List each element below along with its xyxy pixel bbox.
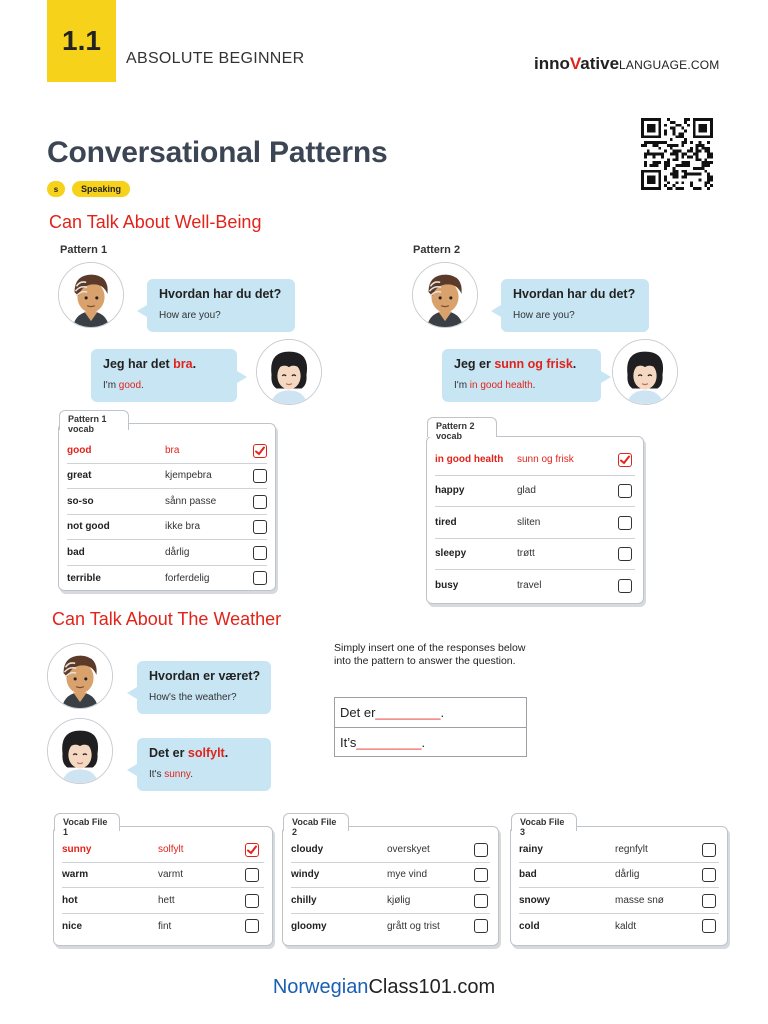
vocab-norwegian: fint bbox=[158, 920, 172, 932]
avatar-boy bbox=[47, 643, 113, 709]
vocab-file-2 bbox=[282, 817, 499, 946]
vocab-row[interactable] bbox=[62, 837, 264, 863]
vocab-english: happy bbox=[435, 485, 465, 497]
vocab-english: bad bbox=[67, 546, 85, 558]
question-translation: How are you? bbox=[513, 310, 575, 321]
vocab-english: snowy bbox=[519, 894, 551, 906]
vocab-row[interactable] bbox=[435, 444, 635, 476]
vocab-row[interactable] bbox=[519, 863, 719, 889]
girl-face-icon bbox=[613, 340, 677, 404]
vocab-norwegian: masse snø bbox=[615, 894, 664, 906]
checkbox[interactable] bbox=[618, 453, 632, 467]
avatar-girl bbox=[612, 339, 678, 405]
fill-blank[interactable]: _________ bbox=[356, 734, 422, 750]
vocab-norwegian: varmt bbox=[158, 869, 183, 881]
answer-translation-pre: It's bbox=[149, 769, 165, 780]
vocab-english: windy bbox=[291, 869, 320, 881]
vocab-english: tired bbox=[435, 516, 457, 528]
answer-pre: Det er bbox=[149, 746, 188, 760]
question-text: Hvordan har du det? bbox=[513, 287, 636, 301]
answer-post: . bbox=[572, 357, 577, 371]
checkbox[interactable] bbox=[702, 919, 716, 933]
checkbox[interactable] bbox=[245, 919, 259, 933]
answer-pre: Jeg har det bbox=[103, 357, 174, 371]
skill-badge: s bbox=[47, 181, 65, 197]
vocab-norwegian: dårlig bbox=[615, 869, 640, 881]
fill-pre: It’s bbox=[340, 734, 357, 750]
page-title: Conversational Patterns bbox=[47, 136, 388, 169]
vocab-english: rainy bbox=[519, 843, 543, 855]
question-text: Hvordan er været? bbox=[149, 669, 261, 683]
vocab-norwegian: hett bbox=[158, 894, 175, 906]
brand-v: V bbox=[569, 54, 581, 73]
vocab-row[interactable] bbox=[67, 566, 267, 592]
answer-post: . bbox=[224, 746, 229, 760]
vocab-row[interactable] bbox=[291, 837, 490, 863]
checkbox[interactable] bbox=[702, 894, 716, 908]
boy-face-icon bbox=[48, 644, 112, 708]
vocab-row[interactable] bbox=[519, 914, 719, 940]
answer-translation-highlight: sunny bbox=[164, 769, 191, 780]
vocab-row[interactable] bbox=[435, 476, 635, 508]
fill-row-english[interactable] bbox=[335, 727, 526, 756]
checkbox[interactable] bbox=[253, 444, 267, 458]
checkmark-icon bbox=[619, 454, 631, 466]
checkbox[interactable] bbox=[253, 495, 267, 509]
avatar-boy bbox=[412, 262, 478, 328]
vocab-norwegian: sånn passe bbox=[165, 495, 217, 507]
vocab-row[interactable] bbox=[62, 914, 264, 940]
answer-bubble-p1 bbox=[91, 349, 237, 402]
vocab-card-subtitle: vocab bbox=[68, 424, 95, 435]
answer-bubble-p2 bbox=[442, 349, 601, 402]
fill-post: . bbox=[440, 705, 445, 720]
vocab-norwegian: dårlig bbox=[165, 546, 190, 558]
question-text: Hvordan har du det? bbox=[159, 287, 282, 301]
instruction-text: Simply insert one of the responses below into the pattern to answer the question. bbox=[334, 642, 526, 668]
question-bubble-p2 bbox=[501, 279, 649, 332]
vocab-row[interactable] bbox=[67, 464, 267, 490]
vocab-file-tab bbox=[511, 813, 577, 838]
question-bubble-weather bbox=[137, 661, 271, 714]
question-bubble-p1 bbox=[147, 279, 295, 332]
checkbox[interactable] bbox=[253, 546, 267, 560]
checkbox[interactable] bbox=[245, 894, 259, 908]
answer-translation-highlight: in good health bbox=[469, 380, 533, 391]
vocab-file-tab bbox=[283, 813, 349, 838]
checkbox[interactable] bbox=[474, 894, 488, 908]
vocab-row[interactable] bbox=[67, 515, 267, 541]
girl-face-icon bbox=[257, 340, 321, 404]
checkbox[interactable] bbox=[474, 919, 488, 933]
section-title-wellbeing: Can Talk About Well-Being bbox=[49, 212, 262, 232]
vocab-english: terrible bbox=[67, 572, 101, 584]
avatar-girl bbox=[47, 718, 113, 784]
question-translation: How's the weather? bbox=[149, 692, 237, 703]
answer-bubble-weather bbox=[137, 738, 271, 791]
footer-site-link[interactable] bbox=[0, 976, 768, 999]
answer-highlight: solfylt bbox=[187, 746, 225, 760]
vocab-english: not good bbox=[67, 521, 110, 533]
vocab-english: busy bbox=[435, 580, 459, 592]
vocab-english: sunny bbox=[62, 843, 92, 855]
lesson-number: 1.1 bbox=[62, 25, 101, 56]
qr-code-icon[interactable] bbox=[641, 118, 713, 190]
vocab-row[interactable] bbox=[291, 888, 490, 914]
vocab-english: in good health bbox=[435, 453, 504, 465]
fill-post: . bbox=[421, 734, 426, 750]
checkbox[interactable] bbox=[618, 484, 632, 498]
vocab-row[interactable] bbox=[67, 540, 267, 566]
footer-lang: Norwegian bbox=[272, 976, 369, 998]
checkbox[interactable] bbox=[474, 868, 488, 882]
fill-in-table bbox=[334, 697, 527, 757]
vocab-row[interactable] bbox=[67, 438, 267, 464]
vocab-row[interactable] bbox=[62, 863, 264, 889]
vocab-english: so-so bbox=[67, 495, 94, 507]
vocab-file-1 bbox=[53, 817, 273, 946]
checkbox[interactable] bbox=[618, 579, 632, 593]
pattern-2-label: Pattern 2 bbox=[413, 244, 461, 256]
vocab-english: cloudy bbox=[291, 843, 324, 855]
answer-translation-post: . bbox=[532, 380, 536, 391]
vocab-norwegian: solfylt bbox=[158, 843, 184, 855]
section-title-weather: Can Talk About The Weather bbox=[52, 609, 282, 629]
vocab-norwegian: sunn og frisk bbox=[517, 453, 574, 465]
question-translation: How are you? bbox=[159, 310, 221, 321]
vocab-english: chilly bbox=[291, 894, 317, 906]
checkmark-icon bbox=[254, 445, 266, 457]
vocab-norwegian: kjempebra bbox=[165, 470, 212, 482]
vocab-file-tab bbox=[54, 813, 120, 838]
level-label: ABSOLUTE BEGINNER bbox=[126, 50, 305, 67]
vocab-row[interactable] bbox=[519, 837, 719, 863]
vocab-norwegian: forferdelig bbox=[165, 572, 210, 584]
vocab-norwegian: regnfylt bbox=[615, 843, 648, 855]
checkbox[interactable] bbox=[618, 547, 632, 561]
brand-pre: inno bbox=[534, 54, 570, 73]
vocab-row[interactable] bbox=[519, 888, 719, 914]
fill-row-norwegian[interactable] bbox=[335, 698, 526, 727]
lesson-number-badge bbox=[47, 0, 116, 82]
vocab-card-pattern-2 bbox=[426, 421, 644, 604]
boy-face-icon bbox=[59, 263, 123, 327]
vocab-norwegian: mye vind bbox=[387, 869, 428, 881]
vocab-norwegian: glad bbox=[517, 485, 536, 497]
vocab-card-title: Pattern 2 bbox=[436, 421, 475, 431]
vocab-row[interactable] bbox=[67, 489, 267, 515]
vocab-english: good bbox=[67, 444, 92, 456]
brand-logo bbox=[534, 54, 719, 74]
answer-highlight: bra bbox=[173, 357, 193, 371]
vocab-row[interactable] bbox=[435, 539, 635, 571]
skill-label: Speaking bbox=[72, 181, 130, 197]
answer-translation-pre: I'm bbox=[103, 380, 119, 391]
vocab-english: great bbox=[67, 470, 92, 482]
vocab-norwegian: travel bbox=[517, 580, 542, 592]
vocab-file-title: Vocab File 1 bbox=[63, 817, 108, 838]
vocab-file-title: Vocab File 3 bbox=[520, 817, 565, 838]
answer-translation-highlight: good bbox=[118, 380, 142, 391]
footer-site: Class101.com bbox=[368, 976, 496, 998]
vocab-file-title: Vocab File 2 bbox=[292, 817, 337, 838]
checkbox[interactable] bbox=[702, 868, 716, 882]
vocab-norwegian: kaldt bbox=[615, 920, 637, 932]
vocab-card-tab bbox=[59, 410, 129, 435]
girl-face-icon bbox=[48, 719, 112, 783]
avatar-girl bbox=[256, 339, 322, 405]
fill-blank[interactable]: _________ bbox=[375, 705, 441, 720]
checkbox[interactable] bbox=[253, 520, 267, 534]
vocab-norwegian: overskyet bbox=[387, 843, 430, 855]
checkmark-icon bbox=[246, 844, 258, 856]
checkbox[interactable] bbox=[618, 516, 632, 530]
avatar-boy bbox=[58, 262, 124, 328]
answer-translation-pre: I'm bbox=[454, 380, 470, 391]
vocab-english: warm bbox=[62, 869, 89, 881]
checkbox[interactable] bbox=[245, 868, 259, 882]
vocab-norwegian: kjølig bbox=[387, 894, 411, 906]
vocab-norwegian: grått og trist bbox=[387, 920, 440, 932]
vocab-english: sleepy bbox=[435, 548, 467, 560]
vocab-row[interactable] bbox=[291, 914, 490, 940]
brand-post: ative bbox=[580, 54, 620, 73]
answer-translation-post: . bbox=[141, 380, 144, 391]
vocab-norwegian: ikke bra bbox=[165, 521, 201, 533]
vocab-row[interactable] bbox=[291, 863, 490, 889]
answer-translation-post: . bbox=[190, 769, 193, 780]
vocab-card-subtitle: vocab bbox=[436, 431, 463, 442]
vocab-row[interactable] bbox=[62, 888, 264, 914]
vocab-card-tab bbox=[427, 417, 497, 442]
vocab-card-pattern-1 bbox=[58, 414, 276, 591]
vocab-norwegian: bra bbox=[165, 444, 180, 456]
vocab-card-title: Pattern 1 bbox=[68, 414, 107, 424]
vocab-english: hot bbox=[62, 894, 78, 906]
checkbox[interactable] bbox=[474, 843, 488, 857]
vocab-english: cold bbox=[519, 920, 540, 932]
boy-face-icon bbox=[413, 263, 477, 327]
vocab-row[interactable] bbox=[435, 507, 635, 539]
brand-suffix: LANGUAGE.COM bbox=[619, 58, 720, 72]
answer-post: . bbox=[192, 357, 197, 371]
checkbox[interactable] bbox=[253, 571, 267, 585]
vocab-english: nice bbox=[62, 920, 83, 932]
vocab-row[interactable] bbox=[435, 570, 635, 602]
vocab-norwegian: sliten bbox=[517, 516, 541, 528]
vocab-file-3 bbox=[510, 817, 728, 946]
checkbox[interactable] bbox=[702, 843, 716, 857]
checkbox[interactable] bbox=[253, 469, 267, 483]
fill-pre: Det er bbox=[340, 705, 376, 720]
vocab-english: gloomy bbox=[291, 920, 327, 932]
answer-highlight: sunn og frisk bbox=[494, 357, 573, 371]
checkbox[interactable] bbox=[245, 843, 259, 857]
pattern-1-label: Pattern 1 bbox=[60, 244, 108, 256]
vocab-english: bad bbox=[519, 869, 537, 881]
vocab-norwegian: trøtt bbox=[517, 548, 535, 560]
answer-pre: Jeg er bbox=[454, 357, 495, 371]
